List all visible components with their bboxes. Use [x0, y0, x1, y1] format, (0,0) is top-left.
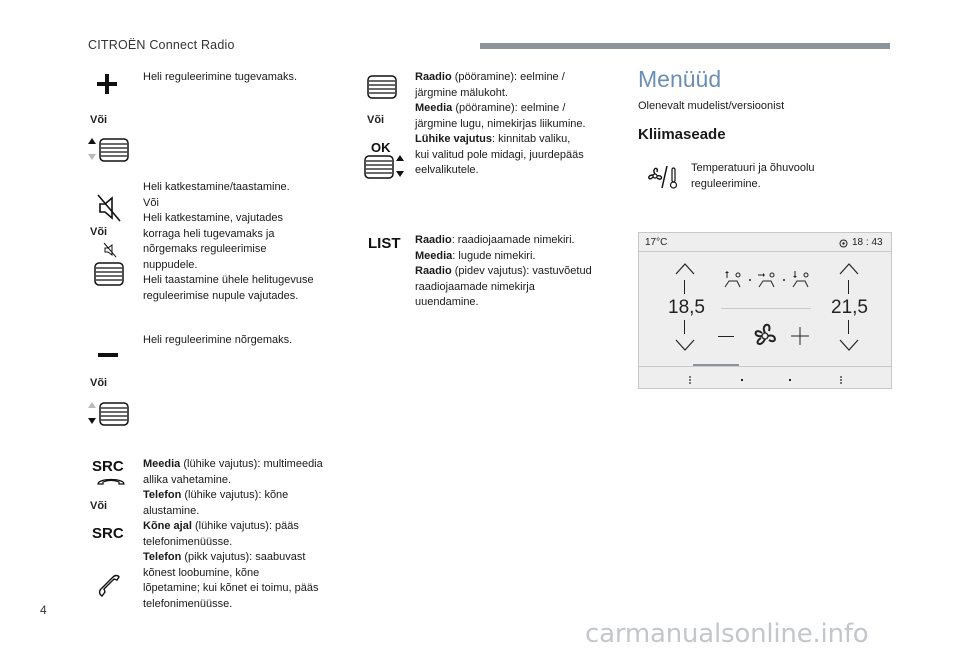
fan-icon — [750, 321, 780, 351]
small-mute-icon — [104, 243, 116, 257]
airflow-upper-icon[interactable] — [723, 271, 745, 289]
or-label-4: Või — [90, 500, 108, 512]
left-temp-down-icon[interactable] — [675, 339, 695, 351]
clock: 18 : 43 — [852, 237, 883, 248]
menus-title: Menüüd — [638, 66, 722, 92]
menu-dots-icon-right[interactable] — [840, 376, 842, 384]
ok-label: OK — [371, 140, 391, 155]
airflow-middle-icon[interactable] — [757, 271, 779, 289]
watermark: carmanualsonline.info — [585, 619, 869, 649]
right-temp-tick-top — [848, 280, 849, 294]
thumbwheel-down-icon — [88, 402, 130, 428]
outside-temp: 17°C — [645, 237, 668, 248]
fan-minus-icon[interactable] — [718, 336, 734, 337]
climate-text: Temperatuuri ja õhuvoolu reguleerimine. — [691, 162, 815, 190]
src-label-1: SRC — [92, 458, 124, 475]
airflow-dot-1 — [749, 279, 751, 281]
header-title: CITROËN Connect Radio — [88, 38, 235, 52]
thumbwheel-ok-icon — [364, 155, 406, 179]
climate-panel — [638, 232, 892, 389]
or-label-2: Või — [90, 226, 108, 238]
fan-plus-icon[interactable] — [791, 327, 809, 345]
radio-text: Raadio (pööramine): eelmine / järgmine mälukoht. Meedia (pööramine): eelmine / järgmine lugu, nimekirjas liikumine. Lühike vajutus: kinnitab valiku, kui valitud pole midagi, juurdepääs eelvalikutele. — [415, 71, 586, 176]
or-label-5: Või — [367, 114, 385, 126]
climate-icon — [645, 166, 681, 190]
menus-subtitle: Olenevalt mudelist/versioonist — [638, 100, 785, 112]
left-temp-tick-bottom — [684, 320, 685, 334]
thumbwheel-icon — [94, 262, 124, 286]
page-number: 4 — [40, 603, 47, 617]
or-label-3: Või — [90, 377, 108, 389]
panel-divider-top — [639, 251, 891, 252]
right-temp-down-icon[interactable] — [839, 339, 859, 351]
mute-icon — [98, 195, 120, 221]
phone-icon — [96, 476, 126, 486]
thumbwheel-up-icon — [88, 138, 130, 164]
panel-divider-bottom — [639, 366, 891, 367]
nav-dot-1[interactable] — [741, 379, 743, 381]
right-temp-value: 21,5 — [831, 297, 868, 318]
mute-text: Heli katkestamine/taastamine. Või Heli katkestamine, vajutades korraga heli tugevamaks ja nõrgemaks reguleerimise nuppudele. Heli taastamine ühele helitugevuse reguleerimise nupule vajutades. — [143, 181, 314, 302]
left-temp-tick-top — [684, 280, 685, 294]
list-text: Raadio: raadiojaamade nimekiri. Meedia: lugude nimekiri. Raadio (pidev vajutus): vastuvõetud raadiojaamade nimekirja uuendamine. — [415, 234, 592, 308]
volume-down-text: Heli reguleerimine nõrgemaks. — [143, 334, 293, 346]
left-temp-value: 18,5 — [668, 297, 705, 318]
volume-up-text: Heli reguleerimine tugevamaks. — [143, 71, 298, 83]
panel-inner-divider — [721, 308, 811, 309]
src-label-2: SRC — [92, 525, 124, 542]
gps-icon — [839, 239, 848, 248]
airflow-lower-icon[interactable] — [791, 271, 813, 289]
or-label-1: Või — [90, 114, 108, 126]
header-bar — [480, 43, 890, 49]
plus-icon — [97, 74, 117, 94]
minus-icon — [98, 353, 118, 359]
list-label: LIST — [368, 235, 401, 252]
climate-heading: Kliimaseade — [638, 126, 726, 143]
src-text: Meedia (lühike vajutus): multimeedia allika vahetamine. Telefon (lühike vajutus): kõne alustamine. Kõne ajal (lühike vajutus): pääs telefonimenüüsse. Telefon (pikk vajutus): saabuvast kõnest loobumine, kõne lõpetamine; kui kõnet ei toimu, pääs telefonimenüüsse. — [143, 458, 323, 610]
left-temp-up-icon[interactable] — [675, 263, 695, 275]
menu-dots-icon-left[interactable] — [689, 376, 691, 384]
right-temp-tick-bottom — [848, 320, 849, 334]
handset-icon — [98, 574, 120, 598]
thumbwheel-icon-2 — [367, 75, 397, 99]
right-temp-up-icon[interactable] — [839, 263, 859, 275]
page-indicator — [693, 364, 739, 366]
nav-dot-2[interactable] — [789, 379, 791, 381]
airflow-dot-2 — [783, 279, 785, 281]
